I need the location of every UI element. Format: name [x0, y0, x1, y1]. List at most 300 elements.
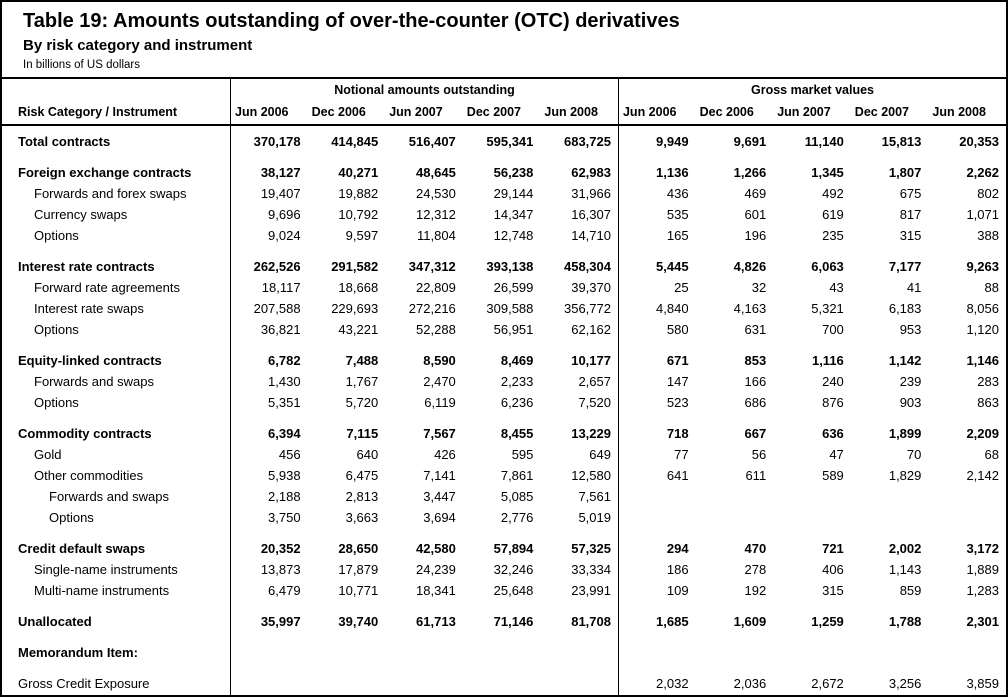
value-cell: 7,488 [345, 353, 379, 368]
value-cell: 3,172 [966, 541, 999, 556]
group-header-gross: Gross market values [618, 79, 1006, 101]
period-header-row [2, 101, 1006, 124]
value-cell: 1,767 [345, 374, 379, 389]
value-cell: 57,894 [493, 541, 534, 556]
period-header: Jun 2006 [618, 101, 696, 124]
value-cell: 458,304 [563, 259, 611, 274]
value-cell: 309,588 [486, 301, 534, 316]
value-cell: 62,162 [571, 322, 611, 337]
value-cell [618, 632, 696, 663]
value-cell [773, 507, 851, 528]
value-cell [618, 486, 696, 507]
value-cell: 32 [751, 280, 767, 295]
value-cell [851, 632, 929, 663]
value-cell: 6,119 [424, 395, 456, 410]
value-cell: 802 [977, 186, 999, 201]
value-cell: 903 [899, 395, 922, 410]
row-label: Options [34, 395, 79, 410]
table-row [2, 319, 1006, 340]
value-cell: 15,813 [881, 134, 922, 149]
value-cell: 876 [822, 395, 844, 410]
value-cell: 35,997 [230, 601, 308, 632]
value-cell: 192 [744, 583, 767, 598]
value-cell: 5,445 [618, 246, 696, 277]
value-cell: 2,657 [578, 374, 611, 389]
value-cell: 41 [906, 280, 922, 295]
value-cell: 62,983 [571, 165, 611, 180]
value-cell: 12,312 [416, 207, 456, 222]
empty-cell [230, 694, 308, 695]
value-cell: 13,229 [571, 426, 611, 441]
value-cell: 2,672 [811, 676, 844, 691]
row-label: Memorandum Item: [18, 645, 138, 660]
value-cell: 535 [618, 204, 696, 225]
value-cell: 20,353 [959, 134, 999, 149]
value-cell: 3,694 [423, 510, 456, 525]
row-label: Options [49, 510, 94, 525]
value-cell [696, 486, 774, 507]
value-cell: 8,455 [500, 426, 534, 441]
value-cell: 5,321 [811, 301, 844, 316]
table-row [2, 465, 1006, 486]
value-cell: 2,233 [500, 374, 534, 389]
table-title: Table 19: Amounts outstanding of over-the-counter (OTC) derivatives [23, 10, 680, 32]
value-cell: 6,394 [230, 413, 308, 444]
value-cell: 7,520 [578, 395, 611, 410]
value-cell: 1,889 [966, 562, 999, 577]
value-cell: 43 [829, 280, 844, 295]
table-row [2, 663, 1006, 694]
value-cell: 19,407 [230, 183, 308, 204]
value-cell: 22,809 [416, 280, 456, 295]
value-cell: 7,141 [423, 468, 456, 483]
value-cell: 817 [899, 207, 922, 222]
value-cell: 1,283 [966, 583, 999, 598]
table-row [2, 444, 1006, 465]
value-cell [773, 632, 851, 663]
row-label: Forward rate agreements [34, 280, 180, 295]
value-cell: 9,949 [618, 126, 696, 152]
value-cell: 315 [822, 583, 844, 598]
value-cell: 10,771 [338, 583, 379, 598]
value-cell: 700 [822, 322, 844, 337]
value-cell: 9,691 [733, 134, 767, 149]
empty-cell [385, 694, 463, 695]
period-header: Dec 2007 [854, 105, 910, 119]
value-cell: 619 [822, 207, 844, 222]
row-label: Commodity contracts [18, 426, 152, 441]
value-cell: 406 [822, 562, 844, 577]
value-cell: 9,597 [345, 228, 379, 243]
value-cell: 81,708 [571, 614, 611, 629]
row-label: Foreign exchange contracts [18, 165, 192, 180]
value-cell: 1,136 [618, 152, 696, 183]
value-cell: 589 [822, 468, 844, 483]
value-cell: 470 [744, 541, 767, 556]
value-cell [773, 486, 851, 507]
value-cell: 516,407 [408, 134, 456, 149]
value-cell: 388 [977, 228, 999, 243]
table-row [2, 507, 1006, 528]
empty-cell [928, 694, 1006, 695]
value-cell [928, 632, 1006, 663]
value-cell: 10,792 [338, 207, 379, 222]
value-cell: 1,430 [230, 371, 308, 392]
value-cell: 1,266 [733, 165, 767, 180]
value-cell: 29,144 [493, 186, 534, 201]
value-cell: 39,370 [571, 280, 611, 295]
value-cell: 667 [744, 426, 767, 441]
table-row [2, 486, 1006, 507]
value-cell: 1,143 [888, 562, 922, 577]
value-cell: 3,256 [888, 676, 922, 691]
value-cell [928, 507, 1006, 528]
value-cell [463, 663, 541, 694]
value-cell: 1,146 [966, 353, 999, 368]
value-cell: 24,530 [416, 186, 456, 201]
table-row [2, 340, 1006, 371]
empty-cell [308, 694, 386, 695]
empty-cell [773, 694, 851, 695]
value-cell: 580 [618, 319, 696, 340]
value-cell: 109 [618, 580, 696, 601]
value-cell: 47 [829, 447, 844, 462]
row-label: Single-name instruments [34, 562, 178, 577]
value-cell: 4,840 [618, 298, 696, 319]
value-cell: 18,117 [230, 277, 308, 298]
value-cell: 393,138 [486, 259, 534, 274]
value-cell: 26,599 [493, 280, 534, 295]
value-cell [230, 663, 308, 694]
row-label: Equity-linked contracts [18, 353, 162, 368]
value-cell: 1,116 [811, 353, 844, 368]
value-cell: 42,580 [416, 541, 456, 556]
value-cell [230, 632, 308, 663]
value-cell: 52,288 [416, 322, 456, 337]
value-cell: 2,036 [733, 676, 767, 691]
value-cell: 262,526 [230, 246, 308, 277]
value-cell: 25,648 [493, 583, 534, 598]
table-row [2, 528, 1006, 559]
value-cell [851, 507, 929, 528]
value-cell: 953 [899, 322, 922, 337]
value-cell: 291,582 [331, 259, 379, 274]
table-row [2, 152, 1006, 183]
row-label: Interest rate contracts [18, 259, 155, 274]
value-cell: 13,873 [230, 559, 308, 580]
value-cell: 2,209 [966, 426, 999, 441]
value-cell: 33,334 [571, 562, 611, 577]
row-label: Multi-name instruments [34, 583, 170, 598]
value-cell: 6,183 [888, 301, 922, 316]
value-cell: 1,345 [811, 165, 844, 180]
table-row [2, 601, 1006, 632]
table-filler-row [2, 694, 1006, 695]
value-cell: 6,236 [500, 395, 534, 410]
value-cell: 863 [977, 395, 999, 410]
value-cell: 6,475 [345, 468, 379, 483]
value-cell: 456 [230, 444, 308, 465]
value-cell: 5,085 [500, 489, 534, 504]
value-cell: 523 [618, 392, 696, 413]
value-cell: 31,966 [571, 186, 611, 201]
value-cell: 2,470 [423, 374, 456, 389]
value-cell: 721 [822, 541, 844, 556]
value-cell: 2,262 [966, 165, 999, 180]
value-cell: 56,238 [493, 165, 534, 180]
value-cell: 7,561 [578, 489, 611, 504]
value-cell: 5,019 [578, 510, 611, 525]
table-row [2, 204, 1006, 225]
value-cell: 492 [822, 186, 844, 201]
value-cell: 2,776 [500, 510, 534, 525]
value-cell: 686 [744, 395, 767, 410]
value-cell: 10,177 [571, 353, 611, 368]
table-row [2, 371, 1006, 392]
value-cell: 19,882 [338, 186, 379, 201]
value-cell: 28,650 [338, 541, 379, 556]
value-cell: 25 [618, 277, 696, 298]
value-cell: 278 [744, 562, 767, 577]
row-label: Forwards and forex swaps [34, 186, 187, 201]
value-cell: 147 [618, 371, 696, 392]
value-cell: 347,312 [408, 259, 456, 274]
value-cell: 165 [618, 225, 696, 246]
value-cell: 2,032 [618, 663, 696, 694]
value-cell [851, 486, 929, 507]
table-row [2, 559, 1006, 580]
value-cell [928, 486, 1006, 507]
row-label: Credit default swaps [18, 541, 146, 556]
value-cell: 436 [618, 183, 696, 204]
value-cell: 1,899 [888, 426, 922, 441]
value-cell: 4,163 [733, 301, 767, 316]
row-label: Options [34, 322, 79, 337]
value-cell: 9,263 [966, 259, 999, 274]
value-cell: 6,782 [230, 340, 308, 371]
value-cell: 39,740 [338, 614, 379, 629]
value-cell: 7,115 [346, 426, 379, 441]
value-cell: 671 [618, 340, 696, 371]
value-cell: 14,347 [493, 207, 534, 222]
value-cell: 77 [618, 444, 696, 465]
period-header: Jun 2008 [932, 105, 986, 119]
value-cell: 611 [745, 468, 767, 483]
value-cell: 5,720 [345, 395, 379, 410]
value-cell: 6,479 [230, 580, 308, 601]
value-cell: 718 [618, 413, 696, 444]
row-label: Forwards and swaps [34, 374, 154, 389]
value-cell: 356,772 [563, 301, 611, 316]
value-cell: 17,879 [338, 562, 379, 577]
value-cell: 4,826 [733, 259, 767, 274]
value-cell: 186 [618, 559, 696, 580]
value-cell: 1,685 [618, 601, 696, 632]
empty-cell [696, 694, 774, 695]
value-cell: 640 [356, 447, 379, 462]
period-header: Jun 2007 [777, 105, 831, 119]
value-cell [696, 507, 774, 528]
value-cell: 2,002 [888, 541, 922, 556]
value-cell: 426 [434, 447, 456, 462]
empty-cell [851, 694, 929, 695]
value-cell: 853 [744, 353, 767, 368]
value-cell: 239 [899, 374, 922, 389]
value-cell: 370,178 [230, 126, 308, 152]
value-cell [308, 632, 386, 663]
value-cell: 12,580 [571, 468, 611, 483]
value-cell: 2,813 [345, 489, 379, 504]
value-cell: 3,859 [966, 676, 999, 691]
value-cell: 70 [906, 447, 922, 462]
value-cell: 636 [822, 426, 844, 441]
value-cell: 32,246 [493, 562, 534, 577]
row-label: Other commodities [34, 468, 144, 483]
row-label: Total contracts [18, 134, 111, 149]
group-header-notional: Notional amounts outstanding [230, 79, 618, 101]
value-cell: 3,750 [230, 507, 308, 528]
value-cell: 71,146 [493, 614, 534, 629]
value-cell: 5,351 [230, 392, 308, 413]
value-cell: 595 [511, 447, 534, 462]
value-cell: 1,120 [966, 322, 999, 337]
row-label: Forwards and swaps [49, 489, 169, 504]
value-cell [385, 663, 463, 694]
unit-note: In billions of US dollars [23, 59, 140, 71]
value-cell: 229,693 [331, 301, 379, 316]
value-cell: 3,447 [423, 489, 456, 504]
value-cell: 294 [618, 528, 696, 559]
value-cell: 631 [744, 322, 767, 337]
value-cell: 6,063 [811, 259, 844, 274]
value-cell: 1,259 [811, 614, 844, 629]
data-table [2, 77, 1006, 695]
value-cell: 68 [984, 447, 999, 462]
value-cell: 2,142 [966, 468, 999, 483]
value-cell: 38,127 [230, 152, 308, 183]
value-cell: 9,024 [230, 225, 308, 246]
value-cell: 315 [899, 228, 922, 243]
empty-cell [618, 694, 696, 695]
value-cell: 43,221 [338, 322, 379, 337]
value-cell [463, 632, 541, 663]
row-header-label: Risk Category / Instrument [18, 105, 178, 119]
value-cell: 649 [589, 447, 611, 462]
table-row [2, 246, 1006, 277]
value-cell: 8,590 [423, 353, 456, 368]
value-cell: 2,301 [966, 614, 999, 629]
value-cell: 8,469 [500, 353, 534, 368]
value-cell: 16,307 [571, 207, 611, 222]
value-cell: 20,352 [230, 528, 308, 559]
value-cell: 469 [744, 186, 767, 201]
period-header: Jun 2007 [389, 105, 443, 119]
table-row [2, 392, 1006, 413]
value-cell [696, 632, 774, 663]
value-cell: 18,668 [338, 280, 379, 295]
value-cell: 3,663 [345, 510, 379, 525]
period-header: Jun 2006 [230, 101, 308, 124]
table-body [2, 126, 1006, 695]
empty-corner-cell [2, 79, 230, 100]
period-header: Dec 2006 [311, 105, 366, 119]
row-label: Gross Credit Exposure [18, 676, 150, 691]
value-cell: 9,696 [230, 204, 308, 225]
table-header [2, 2, 1006, 77]
table-row [2, 580, 1006, 601]
row-label: Interest rate swaps [34, 301, 144, 316]
value-cell: 57,325 [571, 541, 611, 556]
value-cell: 272,216 [408, 301, 456, 316]
value-cell: 601 [744, 207, 767, 222]
value-cell [540, 663, 618, 694]
value-cell: 859 [899, 583, 922, 598]
value-cell [540, 632, 618, 663]
value-cell: 1,807 [888, 165, 922, 180]
value-cell: 23,991 [571, 583, 611, 598]
value-cell: 1,788 [888, 614, 922, 629]
value-cell: 414,845 [331, 134, 379, 149]
value-cell: 56 [751, 447, 767, 462]
value-cell: 61,713 [416, 614, 456, 629]
table-row [2, 298, 1006, 319]
value-cell: 283 [977, 374, 999, 389]
table-subtitle: By risk category and instrument [23, 37, 253, 54]
value-cell: 11,804 [417, 228, 456, 243]
value-cell: 196 [744, 228, 767, 243]
value-cell [385, 632, 463, 663]
value-cell: 1,609 [733, 614, 767, 629]
column-group-row [2, 79, 1006, 101]
value-cell: 641 [618, 465, 696, 486]
value-cell: 8,056 [966, 301, 999, 316]
table-row [2, 632, 1006, 663]
value-cell: 5,938 [230, 465, 308, 486]
value-cell: 166 [744, 374, 767, 389]
value-cell: 1,829 [888, 468, 922, 483]
empty-cell [463, 694, 541, 695]
value-cell: 24,239 [416, 562, 456, 577]
row-label: Gold [34, 447, 62, 462]
value-cell: 11,140 [804, 134, 844, 149]
value-cell: 40,271 [338, 165, 379, 180]
period-header: Dec 2007 [466, 105, 522, 119]
empty-cell [540, 694, 618, 695]
value-cell: 207,588 [230, 298, 308, 319]
table-head [2, 79, 1006, 126]
value-cell: 48,645 [416, 165, 456, 180]
period-header: Jun 2008 [544, 105, 598, 119]
table-row [2, 225, 1006, 246]
value-cell: 12,748 [493, 228, 534, 243]
value-cell: 240 [822, 374, 844, 389]
row-label: Currency swaps [34, 207, 128, 222]
row-label: Options [34, 228, 79, 243]
table-row [2, 413, 1006, 444]
row-label: Unallocated [18, 614, 92, 629]
value-cell: 14,710 [571, 228, 611, 243]
value-cell: 2,188 [230, 486, 308, 507]
value-cell: 595,341 [486, 134, 534, 149]
value-cell [618, 507, 696, 528]
table-row [2, 277, 1006, 298]
table-row [2, 126, 1006, 152]
value-cell: 1,071 [966, 207, 999, 222]
value-cell: 7,861 [500, 468, 534, 483]
value-cell: 7,567 [423, 426, 456, 441]
value-cell: 675 [899, 186, 922, 201]
value-cell: 36,821 [230, 319, 308, 340]
